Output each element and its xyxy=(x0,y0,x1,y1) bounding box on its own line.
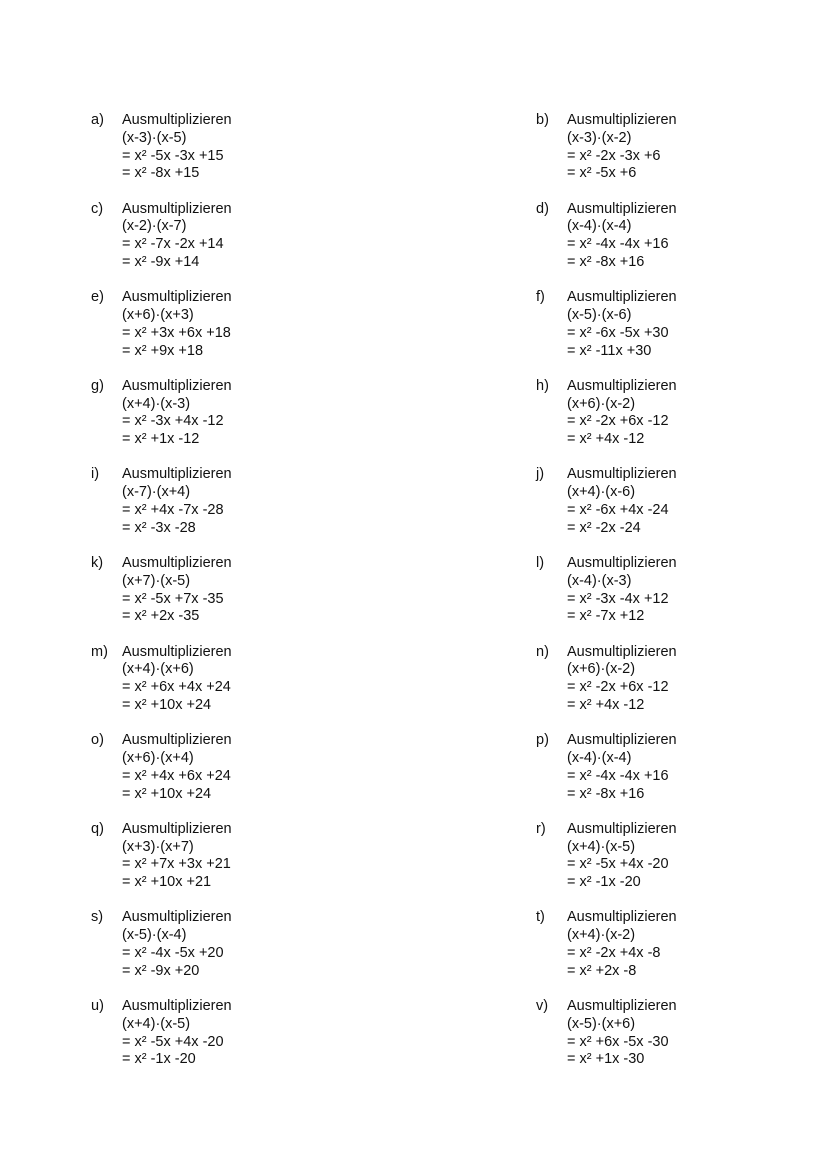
exercise-letter: l) xyxy=(536,555,545,571)
exercise-body xyxy=(567,821,677,892)
exercise-step-simplified: = x² -3x -28 xyxy=(122,519,196,536)
exercise-step-expanded: = x² +3x +6x +18 xyxy=(122,324,231,341)
exercise-step-simplified: = x² +10x +21 xyxy=(122,874,212,891)
exercise-body xyxy=(122,555,232,626)
exercise-title: Ausmultiplizieren xyxy=(567,289,677,306)
exercise-step-simplified: = x² -7x +12 xyxy=(567,608,645,625)
exercise-body xyxy=(122,201,232,272)
exercise-item xyxy=(536,112,828,188)
exercise-step-simplified: = x² -8x +16 xyxy=(567,253,645,270)
exercise-item xyxy=(536,909,828,985)
exercise-item xyxy=(536,378,828,454)
exercise-expression: (x-2)·(x-7) xyxy=(122,218,187,235)
exercise-item xyxy=(91,644,391,720)
exercise-step-expanded: = x² -2x -3x +6 xyxy=(567,147,661,164)
exercise-item xyxy=(536,201,828,277)
exercise-step-simplified: = x² +10x +24 xyxy=(122,696,212,713)
exercise-step-simplified: = x² -2x -24 xyxy=(567,519,641,536)
exercise-step-expanded: = x² -5x +4x -20 xyxy=(122,1033,224,1050)
exercise-letter: v) xyxy=(536,998,549,1014)
exercise-step-simplified: = x² -5x +6 xyxy=(567,165,637,182)
exercise-step-simplified: = x² -1x -20 xyxy=(567,874,641,891)
exercise-step-simplified: = x² +1x -30 xyxy=(567,1051,645,1068)
exercise-step-simplified: = x² -11x +30 xyxy=(567,342,652,359)
exercise-title: Ausmultiplizieren xyxy=(122,112,232,128)
exercise-letter: g) xyxy=(91,377,104,394)
exercise-step-simplified: = x² -9x +20 xyxy=(122,962,200,979)
exercise-expression: (x+6)·(x-2) xyxy=(567,661,636,678)
exercise-expression: (x-4)·(x-3) xyxy=(567,572,632,589)
exercise-step-expanded: = x² +4x -7x -28 xyxy=(122,501,224,518)
exercise-title: Ausmultiplizieren xyxy=(122,377,232,394)
exercise-expression: (x-5)·(x-6) xyxy=(567,306,632,323)
exercise-step-simplified: = x² -1x -20 xyxy=(122,1051,196,1068)
exercise-expression: (x+6)·(x-2) xyxy=(567,395,636,412)
exercise-item xyxy=(536,998,828,1074)
exercise-title: Ausmultiplizieren xyxy=(567,555,677,571)
exercise-body xyxy=(122,998,232,1069)
exercise-expression: (x-7)·(x+4) xyxy=(122,484,191,501)
exercise-step-expanded: = x² -5x -3x +15 xyxy=(122,147,224,164)
exercise-item xyxy=(91,201,391,277)
exercise-expression: (x+6)·(x+3) xyxy=(122,306,194,323)
exercise-item xyxy=(91,909,391,985)
exercise-step-expanded: = x² +6x +4x +24 xyxy=(122,679,231,696)
exercise-item xyxy=(536,732,828,808)
exercise-expression: (x-4)·(x-4) xyxy=(567,749,632,766)
exercise-title: Ausmultiplizieren xyxy=(567,909,677,926)
exercise-title: Ausmultiplizieren xyxy=(567,377,677,394)
exercise-expression: (x+4)·(x-2) xyxy=(567,927,636,944)
exercise-expression: (x-4)·(x-4) xyxy=(567,218,632,235)
exercise-letter: p) xyxy=(536,732,549,749)
exercise-item xyxy=(536,289,828,365)
exercise-title: Ausmultiplizieren xyxy=(122,998,232,1014)
exercise-body xyxy=(122,289,232,360)
exercise-step-expanded: = x² -3x -4x +12 xyxy=(567,590,669,607)
exercise-expression: (x+7)·(x-5) xyxy=(122,572,191,589)
exercise-body xyxy=(567,555,677,626)
exercise-letter: d) xyxy=(536,200,549,217)
exercise-body xyxy=(122,112,232,183)
exercise-step-expanded: = x² +7x +3x +21 xyxy=(122,856,231,873)
exercise-letter: c) xyxy=(91,200,104,217)
exercise-body xyxy=(122,466,232,537)
exercise-letter: s) xyxy=(91,909,104,926)
exercise-step-expanded: = x² -2x +4x -8 xyxy=(567,944,661,961)
exercise-step-expanded: = x² -2x +6x -12 xyxy=(567,413,669,430)
exercise-letter: o) xyxy=(91,732,104,749)
exercise-title: Ausmultiplizieren xyxy=(567,998,677,1014)
exercise-letter: u) xyxy=(91,998,104,1014)
exercise-body xyxy=(122,821,232,892)
exercise-step-expanded: = x² -4x -4x +16 xyxy=(567,767,669,784)
exercise-item xyxy=(536,555,828,631)
exercise-letter: b) xyxy=(536,112,549,128)
exercise-body xyxy=(567,112,677,183)
exercise-title: Ausmultiplizieren xyxy=(122,643,232,660)
exercise-step-simplified: = x² -9x +14 xyxy=(122,253,200,270)
exercise-letter: a) xyxy=(91,112,104,128)
exercise-step-simplified: = x² +10x +24 xyxy=(122,785,212,802)
exercise-letter: m) xyxy=(91,643,108,660)
exercise-step-expanded: = x² -4x -4x +16 xyxy=(567,236,669,253)
exercise-title: Ausmultiplizieren xyxy=(122,820,232,837)
exercise-step-expanded: = x² -2x +6x -12 xyxy=(567,679,669,696)
exercise-letter: e) xyxy=(91,289,104,306)
exercise-letter: r) xyxy=(536,820,546,837)
exercise-title: Ausmultiplizieren xyxy=(567,820,677,837)
exercise-item xyxy=(536,821,828,897)
exercise-title: Ausmultiplizieren xyxy=(122,200,232,217)
exercise-expression: (x-5)·(x+6) xyxy=(567,1015,636,1032)
exercise-letter: k) xyxy=(91,555,104,571)
exercise-expression: (x+4)·(x-3) xyxy=(122,395,191,412)
exercise-title: Ausmultiplizieren xyxy=(122,732,232,749)
exercise-title: Ausmultiplizieren xyxy=(567,643,677,660)
exercise-step-expanded: = x² +4x +6x +24 xyxy=(122,767,231,784)
exercise-body xyxy=(567,909,677,980)
exercise-body xyxy=(122,732,232,803)
exercise-item xyxy=(91,821,391,897)
exercise-title: Ausmultiplizieren xyxy=(122,466,232,483)
exercise-body xyxy=(567,644,677,715)
exercise-letter: j) xyxy=(536,466,545,483)
exercise-letter: i) xyxy=(91,466,100,483)
exercise-title: Ausmultiplizieren xyxy=(122,555,232,571)
exercise-item xyxy=(536,466,828,542)
exercise-step-simplified: = x² +9x +18 xyxy=(122,342,204,359)
exercise-title: Ausmultiplizieren xyxy=(567,112,677,128)
exercise-step-expanded: = x² -5x +4x -20 xyxy=(567,856,669,873)
exercise-item xyxy=(91,289,391,365)
exercise-expression: (x+4)·(x+6) xyxy=(122,661,194,678)
exercise-step-expanded: = x² -5x +7x -35 xyxy=(122,590,224,607)
exercise-expression: (x+6)·(x+4) xyxy=(122,749,194,766)
exercise-step-simplified: = x² +4x -12 xyxy=(567,696,645,713)
exercise-title: Ausmultiplizieren xyxy=(567,200,677,217)
exercise-expression: (x+4)·(x-5) xyxy=(567,838,636,855)
exercise-body xyxy=(122,644,232,715)
exercise-expression: (x+4)·(x-6) xyxy=(567,484,636,501)
exercise-letter: t) xyxy=(536,909,545,926)
exercise-title: Ausmultiplizieren xyxy=(122,289,232,306)
exercise-letter: f) xyxy=(536,289,545,306)
exercise-title: Ausmultiplizieren xyxy=(567,732,677,749)
exercise-step-expanded: = x² -3x +4x -12 xyxy=(122,413,224,430)
exercise-item xyxy=(91,378,391,454)
exercise-item xyxy=(91,998,391,1074)
exercise-title: Ausmultiplizieren xyxy=(567,466,677,483)
exercise-item xyxy=(91,466,391,542)
exercise-item xyxy=(536,644,828,720)
exercise-title: Ausmultiplizieren xyxy=(122,909,232,926)
exercise-body xyxy=(122,909,232,980)
exercise-step-expanded: = x² +6x -5x -30 xyxy=(567,1033,669,1050)
exercise-body xyxy=(567,201,677,272)
exercise-expression: (x+4)·(x-5) xyxy=(122,1015,191,1032)
exercise-letter: h) xyxy=(536,377,549,394)
exercise-step-expanded: = x² -4x -5x +20 xyxy=(122,944,224,961)
exercise-expression: (x-3)·(x-5) xyxy=(122,129,187,146)
exercise-letter: q) xyxy=(91,820,104,837)
exercise-item xyxy=(91,732,391,808)
exercise-step-expanded: = x² -6x +4x -24 xyxy=(567,501,669,518)
exercise-body xyxy=(567,378,677,449)
exercise-step-simplified: = x² -8x +16 xyxy=(567,785,645,802)
exercise-step-simplified: = x² -8x +15 xyxy=(122,165,200,182)
exercise-expression: (x-3)·(x-2) xyxy=(567,129,632,146)
exercise-item xyxy=(91,112,391,188)
exercise-expression: (x+3)·(x+7) xyxy=(122,838,194,855)
exercise-body xyxy=(122,378,232,449)
exercise-step-expanded: = x² -7x -2x +14 xyxy=(122,236,224,253)
exercise-step-simplified: = x² +1x -12 xyxy=(122,431,200,448)
exercise-step-simplified: = x² +4x -12 xyxy=(567,431,645,448)
exercise-step-expanded: = x² -6x -5x +30 xyxy=(567,324,669,341)
exercise-step-simplified: = x² +2x -35 xyxy=(122,608,200,625)
exercise-body xyxy=(567,732,677,803)
exercise-expression: (x-5)·(x-4) xyxy=(122,927,187,944)
exercise-letter: n) xyxy=(536,643,549,660)
exercise-step-simplified: = x² +2x -8 xyxy=(567,962,637,979)
exercise-body xyxy=(567,289,677,360)
exercise-body xyxy=(567,998,677,1069)
exercise-item xyxy=(91,555,391,631)
exercise-body xyxy=(567,466,677,537)
